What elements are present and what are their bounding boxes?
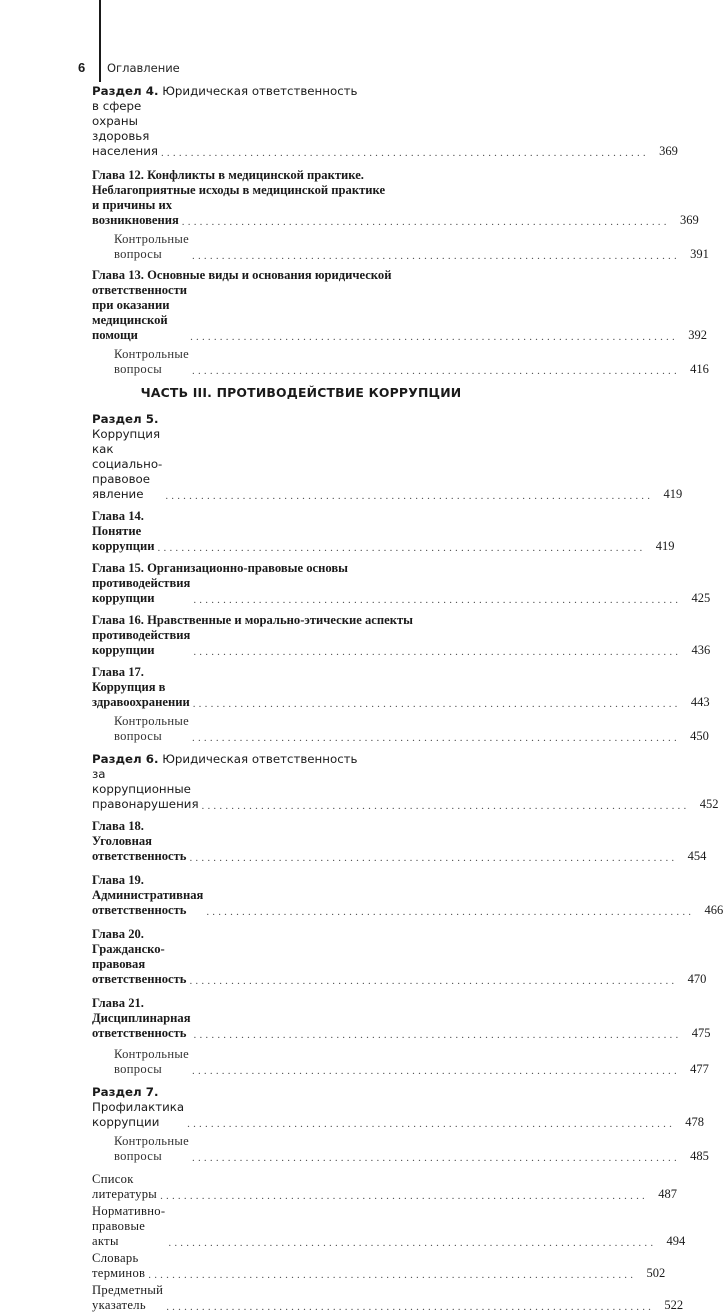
toc-chapter-18[interactable] xyxy=(92,819,707,864)
entry-title: Контрольные вопросы xyxy=(114,714,190,743)
leader-dots: .................................................................................. xyxy=(192,365,680,377)
toc-control-questions[interactable] xyxy=(92,1047,709,1077)
table-of-contents xyxy=(92,82,723,1313)
entry-title: Контрольные вопросы xyxy=(114,347,190,376)
section-label: Раздел 5. xyxy=(92,412,159,426)
page-ref: 485 xyxy=(690,1149,709,1163)
page-ref: 478 xyxy=(685,1115,705,1129)
leader-dots: .................................................................................. xyxy=(192,1065,680,1077)
page-ref: 494 xyxy=(666,1234,686,1248)
toc-bibliography[interactable] xyxy=(92,1172,677,1202)
chapter-title: Глава 16. Нравственные и морально-этические аспекты xyxy=(92,613,413,627)
section-label: Раздел 7. xyxy=(92,1085,159,1099)
leader-dots: .................................................................................. xyxy=(168,1237,657,1249)
page-ref: 436 xyxy=(691,643,711,657)
toc-control-questions[interactable] xyxy=(92,714,709,744)
running-title: Оглавление xyxy=(107,61,180,75)
toc-section-7[interactable] xyxy=(92,1085,705,1130)
page-ref: 487 xyxy=(658,1187,677,1201)
chapter-title: Глава 19. Административная ответственность xyxy=(92,873,204,917)
chapter-title: Глава 20. Гражданско-правовая ответственность xyxy=(92,927,187,986)
page-ref: 419 xyxy=(655,539,675,553)
page-ref: 392 xyxy=(688,328,707,342)
part-heading: ЧАСТЬ III. ПРОТИВОДЕЙСТВИЕ КОРРУПЦИИ xyxy=(140,385,462,400)
entry-title: Контрольные вопросы xyxy=(114,1134,190,1163)
page-ref: 477 xyxy=(690,1062,709,1076)
toc-legal-acts[interactable] xyxy=(92,1204,686,1249)
entry-title: Контрольные вопросы xyxy=(114,1047,190,1076)
section-title: Коррупция как социально-правовое явление xyxy=(92,427,163,501)
toc-section-5[interactable] xyxy=(92,412,683,502)
page-ref: 452 xyxy=(699,797,719,811)
toc-control-questions[interactable] xyxy=(92,347,709,377)
leader-dots: .................................................................................. xyxy=(193,646,682,658)
section-title: Профилактика коррупции xyxy=(92,1100,185,1129)
entry-title: Список литературы xyxy=(92,1172,158,1201)
chapter-title: Глава 12. Конфликты в медицинской практике. xyxy=(92,168,364,182)
leader-dots: .................................................................................. xyxy=(192,732,680,744)
entry-title: Нормативно-правовые акты xyxy=(92,1204,166,1248)
page-ref: 425 xyxy=(691,591,711,605)
toc-subject-index[interactable] xyxy=(92,1283,684,1313)
leader-dots: .................................................................................. xyxy=(157,542,646,554)
leader-dots: .................................................................................. xyxy=(189,852,678,864)
entry-title: Словарь терминов xyxy=(92,1251,146,1280)
page-ref: 454 xyxy=(687,849,707,863)
leader-dots: .................................................................................. xyxy=(193,594,682,606)
toc-control-questions[interactable] xyxy=(92,232,709,262)
section-title-cont: за коррупционные правонарушения xyxy=(92,767,199,811)
page-number: 6 xyxy=(78,60,86,75)
section-label: Раздел 6. xyxy=(92,752,159,766)
leader-dots: .................................................................................. xyxy=(160,1190,648,1202)
chapter-title-cont: противодействия коррупции xyxy=(92,576,191,605)
chapter-title: Глава 14. Понятие коррупции xyxy=(92,509,155,553)
chapter-title: Глава 21. Дисциплинарная ответственность xyxy=(92,996,191,1040)
leader-dots: .................................................................................. xyxy=(190,331,678,343)
leader-dots: .................................................................................. xyxy=(192,250,680,262)
chapter-title: Глава 13. Основные виды и основания юридической xyxy=(92,268,392,282)
header-rule xyxy=(99,0,101,82)
toc-chapter-15[interactable] xyxy=(92,561,711,606)
chapter-title-cont: ответственности при оказании медицинской помощи xyxy=(92,283,188,342)
section-title-cont: в сфере охраны здоровья населения xyxy=(92,99,158,158)
leader-dots: .................................................................................. xyxy=(201,800,690,812)
toc-control-questions[interactable] xyxy=(92,1134,709,1164)
leader-dots: .................................................................................. xyxy=(206,906,695,918)
entry-title: Предметный указатель xyxy=(92,1283,164,1312)
toc-chapter-13[interactable] xyxy=(92,268,707,343)
page-ref: 369 xyxy=(659,144,678,158)
leader-dots: .................................................................................. xyxy=(166,1301,655,1313)
toc-chapter-20[interactable] xyxy=(92,927,707,987)
chapter-title-cont: Неблагоприятные исходы в медицинской практике xyxy=(92,183,386,197)
chapter-title-cont: и причины их возникновения xyxy=(92,198,179,227)
page-ref: 391 xyxy=(690,247,709,261)
toc-chapter-17[interactable] xyxy=(92,665,710,710)
chapter-title-cont: противодействия коррупции xyxy=(92,628,191,657)
toc-glossary[interactable] xyxy=(92,1251,666,1281)
page-ref: 450 xyxy=(690,729,709,743)
leader-dots: .................................................................................. xyxy=(189,975,678,987)
leader-dots: .................................................................................. xyxy=(193,1029,682,1041)
page-ref: 522 xyxy=(664,1298,684,1312)
leader-dots: .................................................................................. xyxy=(148,1269,637,1281)
page-ref: 369 xyxy=(679,213,699,227)
leader-dots: .................................................................................. xyxy=(181,216,670,228)
page-ref: 419 xyxy=(663,487,683,501)
page-ref: 416 xyxy=(690,362,709,376)
page-ref: 443 xyxy=(690,695,710,709)
toc-chapter-12[interactable] xyxy=(92,168,699,228)
page-ref: 502 xyxy=(646,1266,666,1280)
page-ref: 470 xyxy=(687,972,707,986)
leader-dots: .................................................................................. xyxy=(192,698,681,710)
section-title: Юридическая ответственность xyxy=(162,752,358,766)
toc-chapter-14[interactable] xyxy=(92,509,675,554)
toc-chapter-21[interactable] xyxy=(92,996,711,1041)
chapter-title: Глава 15. Организационно-правовые основы xyxy=(92,561,348,575)
toc-section-6[interactable] xyxy=(92,752,719,812)
section-label: Раздел 4. xyxy=(92,84,159,98)
chapter-title: Глава 18. Уголовная ответственность xyxy=(92,819,187,863)
leader-dots: .................................................................................. xyxy=(187,1118,676,1130)
leader-dots: .................................................................................. xyxy=(160,147,649,159)
page-ref: 475 xyxy=(691,1026,711,1040)
toc-section-4[interactable] xyxy=(92,84,678,159)
toc-chapter-16[interactable] xyxy=(92,613,711,658)
leader-dots: .................................................................................. xyxy=(192,1152,680,1164)
chapter-title: Глава 17. Коррупция в здравоохранении xyxy=(92,665,190,709)
leader-dots: .................................................................................. xyxy=(165,490,654,502)
entry-title: Контрольные вопросы xyxy=(114,232,190,261)
page-ref: 466 xyxy=(704,903,723,917)
section-title: Юридическая ответственность xyxy=(162,84,358,98)
toc-chapter-19[interactable] xyxy=(92,873,723,918)
